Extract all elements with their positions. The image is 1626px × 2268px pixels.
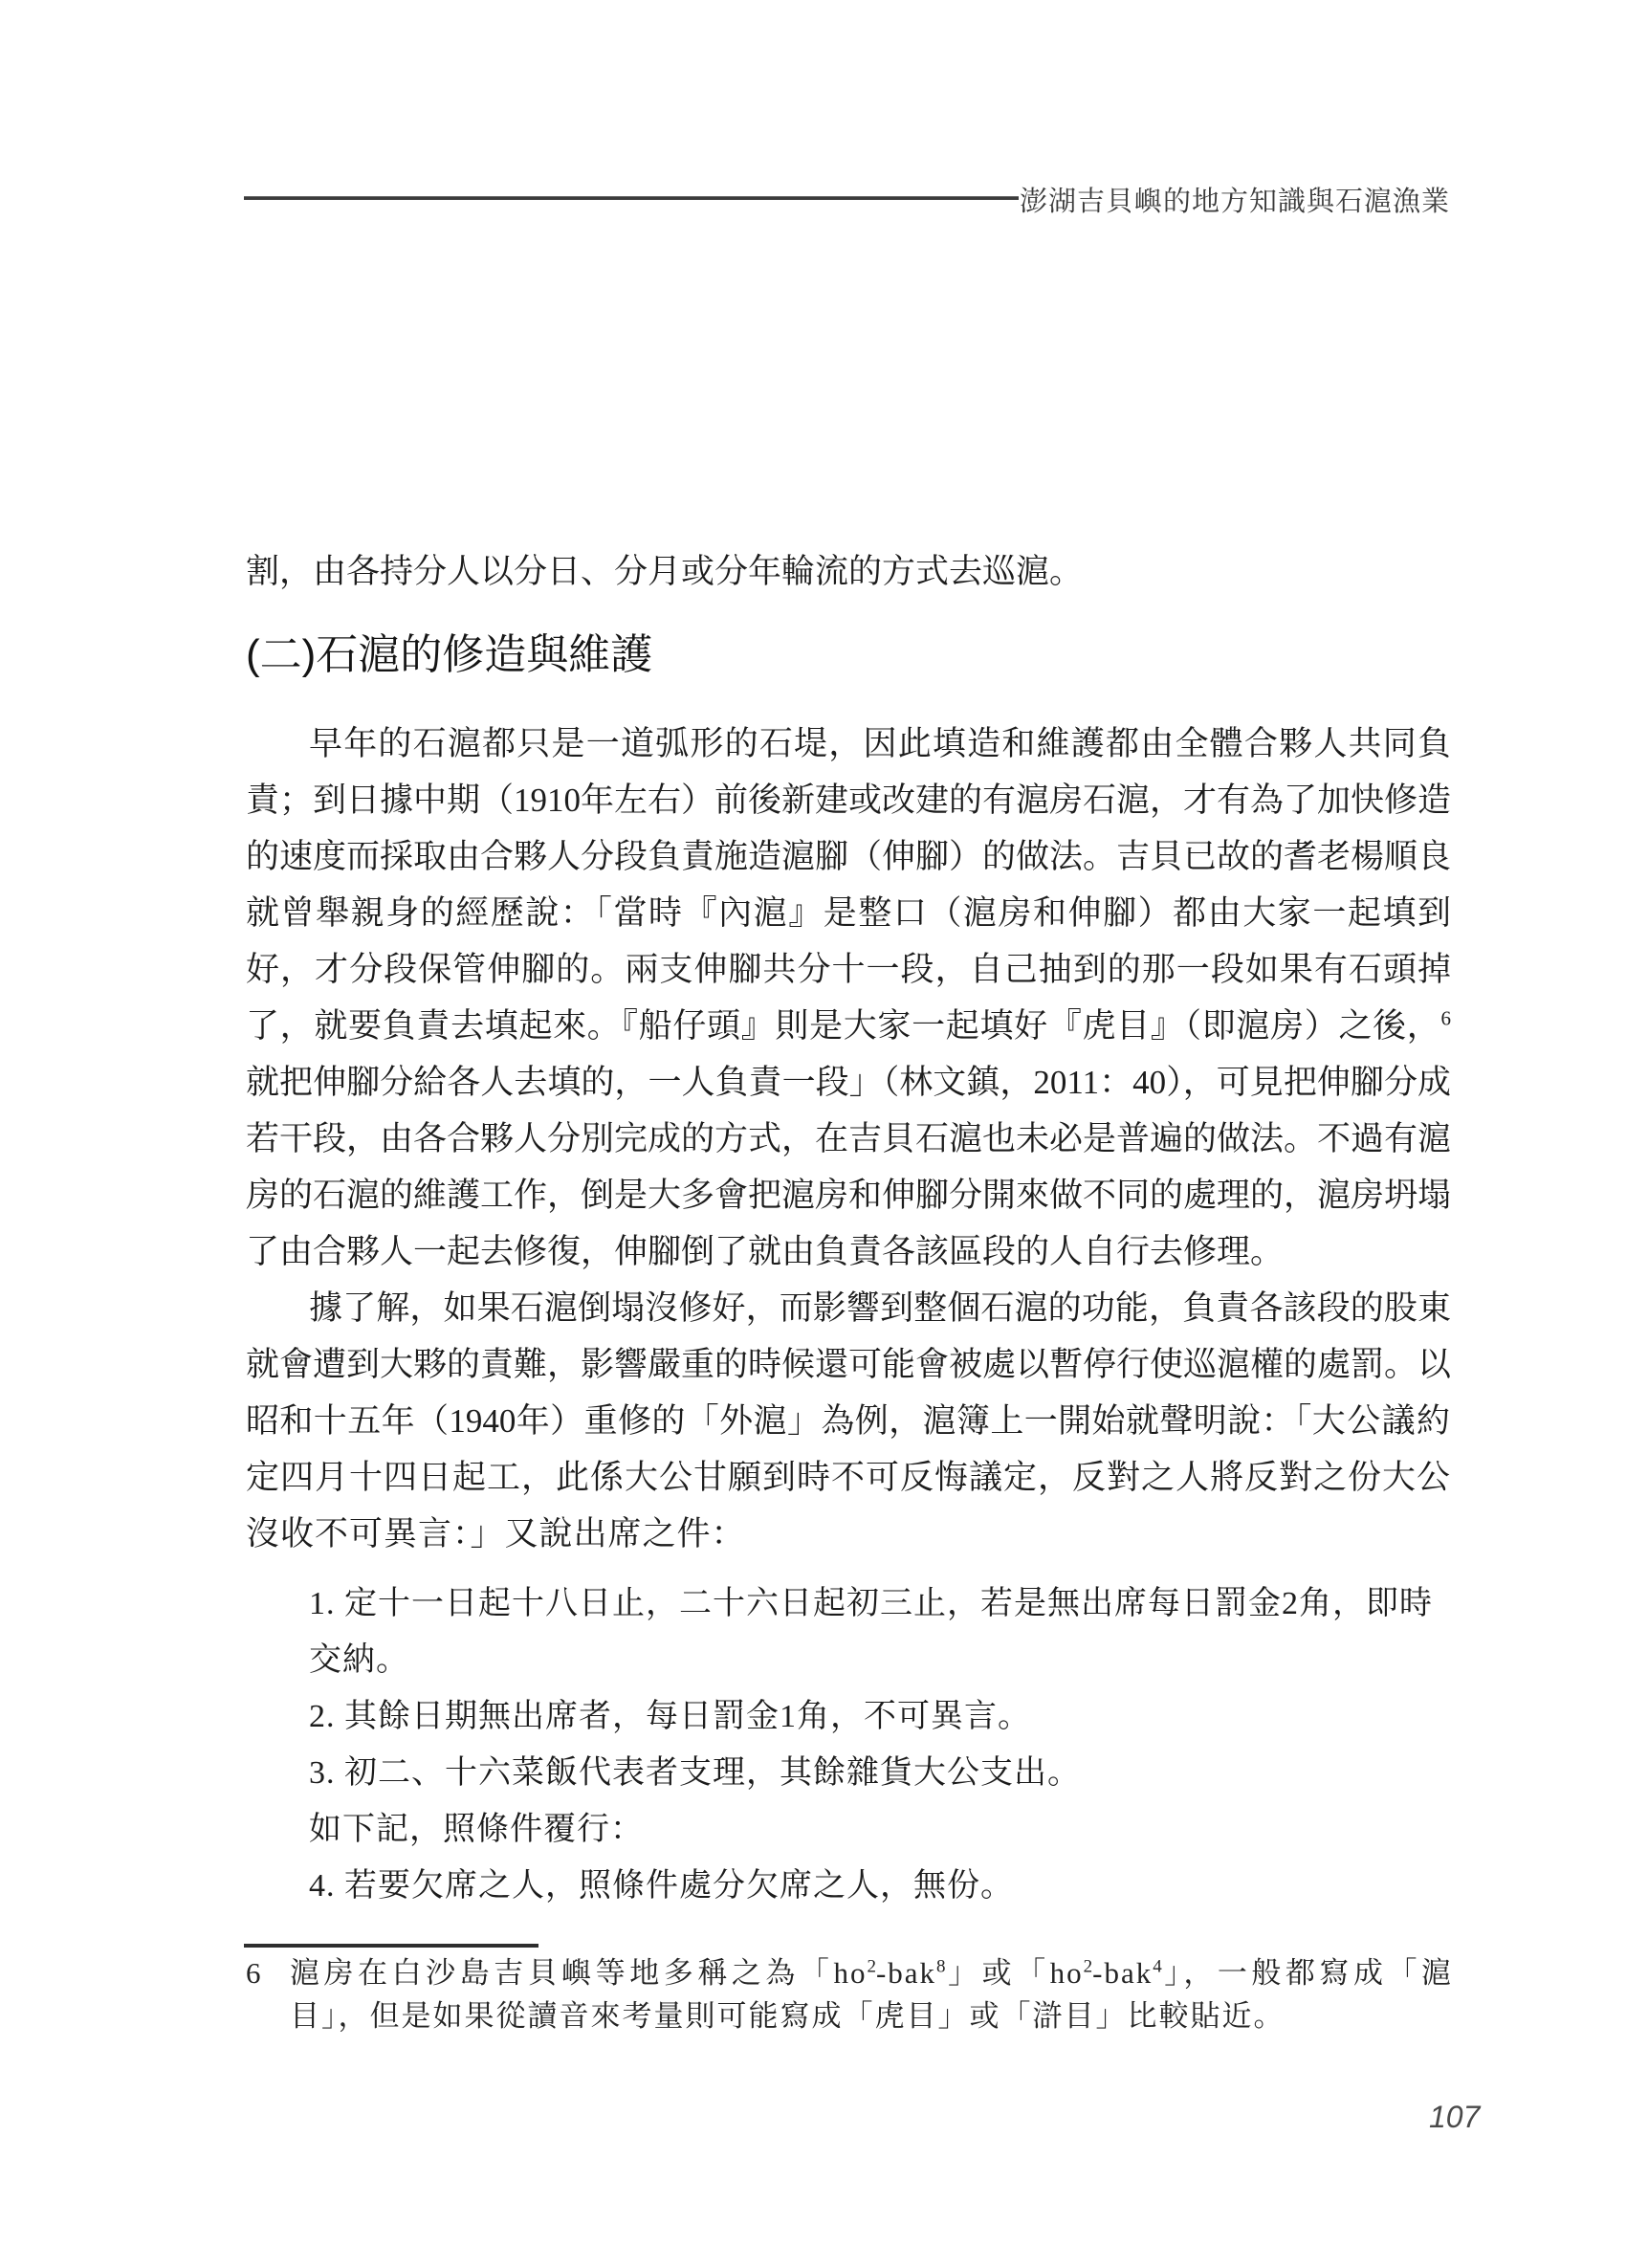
footnote-superscript: 2	[1083, 1956, 1093, 1977]
footnote-run: -bak	[1092, 1956, 1154, 1990]
footnote-run: 滬房在白沙島吉貝嶼等地多稱之為「ho	[290, 1956, 868, 1990]
paragraph-continuation-line: 割，由各持分人以分日、分月或分年輪流的方式去巡滬。	[246, 553, 1084, 590]
paragraph-1-run-2: 就把伸腳分給各人去填的，一人負責一段」（林文鎮，2011：40），可見把伸腳分成若干段，由各合夥人分別完成的方式，在吉貝石滬也未必是普遍的做法。不過有滬房的石滬的維護工作，倒是大多會把滬房和伸腳分開來做不同的處理的，滬房坍塌了由合夥人一起去修復，伸腳倒了就由負責各該區段的人自行去修理。	[246, 1064, 1452, 1270]
list-item-4: 4. 若要欠席之人，照條件處分欠席之人，無份。	[309, 1868, 1014, 1904]
footnote-run: 」或「ho	[945, 1956, 1084, 1990]
footnote-run: -bak	[875, 1956, 937, 1990]
footnote-reference-6: 6	[1440, 1006, 1451, 1030]
list-item-3: 3. 初二、十六菜飯代表者支理，其餘雜貨大公支出。	[309, 1755, 1081, 1791]
paragraph-2-quotation: 大公議約定四月十四日起工，此係大公甘願到時不可反悔議定，反對之人將反對之份大公沒收不可異言：」又說出席之件：	[246, 1402, 1452, 1552]
running-header-rule	[244, 196, 1019, 200]
paragraph-1	[246, 716, 1451, 1280]
footnote-superscript: 8	[936, 1956, 946, 1977]
footnote-superscript: 2	[867, 1956, 876, 1977]
page-number: 107	[1429, 2100, 1481, 2134]
footnote-run: 」，一般都寫成「滬目」，但是如果從讀音來考量則可能寫成「虎目」或「滸目」比較貼近。	[290, 1956, 1454, 2033]
list-item-1: 1. 定十一日起十八日止，二十六日起初三止，若是無出席每日罰金2角，即時交納。	[309, 1586, 1433, 1678]
footnote-separator-rule	[244, 1944, 538, 1948]
quoted-rules-list	[246, 1575, 1451, 1914]
paragraph-2	[246, 1280, 1451, 1562]
list-item-2: 2. 其餘日期無出席者，每日罰金1角，不可異言。	[309, 1699, 1031, 1734]
footnote-6	[246, 1951, 1453, 2037]
running-header-title: 澎湖吉貝嶼的地方知識與石滬漁業	[1019, 187, 1450, 217]
body-text-block	[246, 716, 1451, 1914]
footnote-superscript: 4	[1153, 1956, 1162, 1977]
paragraph-2-narration: 據了解，如果石滬倒塌沒修好，而影響到整個石滬的功能，負責各該段的股東就會遭到大夥的責難，影響嚴重的時候還可能會被處以暫停行使巡滬權的處罰。以昭和十五年（1940年）重修的「外滬」為例，滬簿上一開始就聲明說：「	[246, 1289, 1452, 1440]
list-note-line: 如下記，照條件覆行：	[309, 1812, 644, 1847]
paragraph-1-run-1: 早年的石滬都只是一道弧形的石堤，因此填造和維護都由全體合夥人共同負責；到日據中期（1910年左右）前後新建或改建的有滬房石滬，才有為了加快修造的速度而採取由合夥人分段負責施造滬腳（伸腳）的做法。吉貝已故的耆老楊順良就曾舉親身的經歷說：「當時『內滬』是整口（滬房和伸腳）都由大家一起填到好，才分段保管伸腳的。兩支伸腳共分十一段，自己抽到的那一段如果有石頭掉了，就要負責去填起來。『船仔頭』則是大家一起填好『虎目』（即滬房）之後，	[246, 725, 1452, 1045]
section-heading: (二)石滬的修造與維護	[246, 631, 653, 678]
footnote-marker: 6	[246, 1956, 261, 1990]
footnote-text	[290, 1951, 1453, 2037]
